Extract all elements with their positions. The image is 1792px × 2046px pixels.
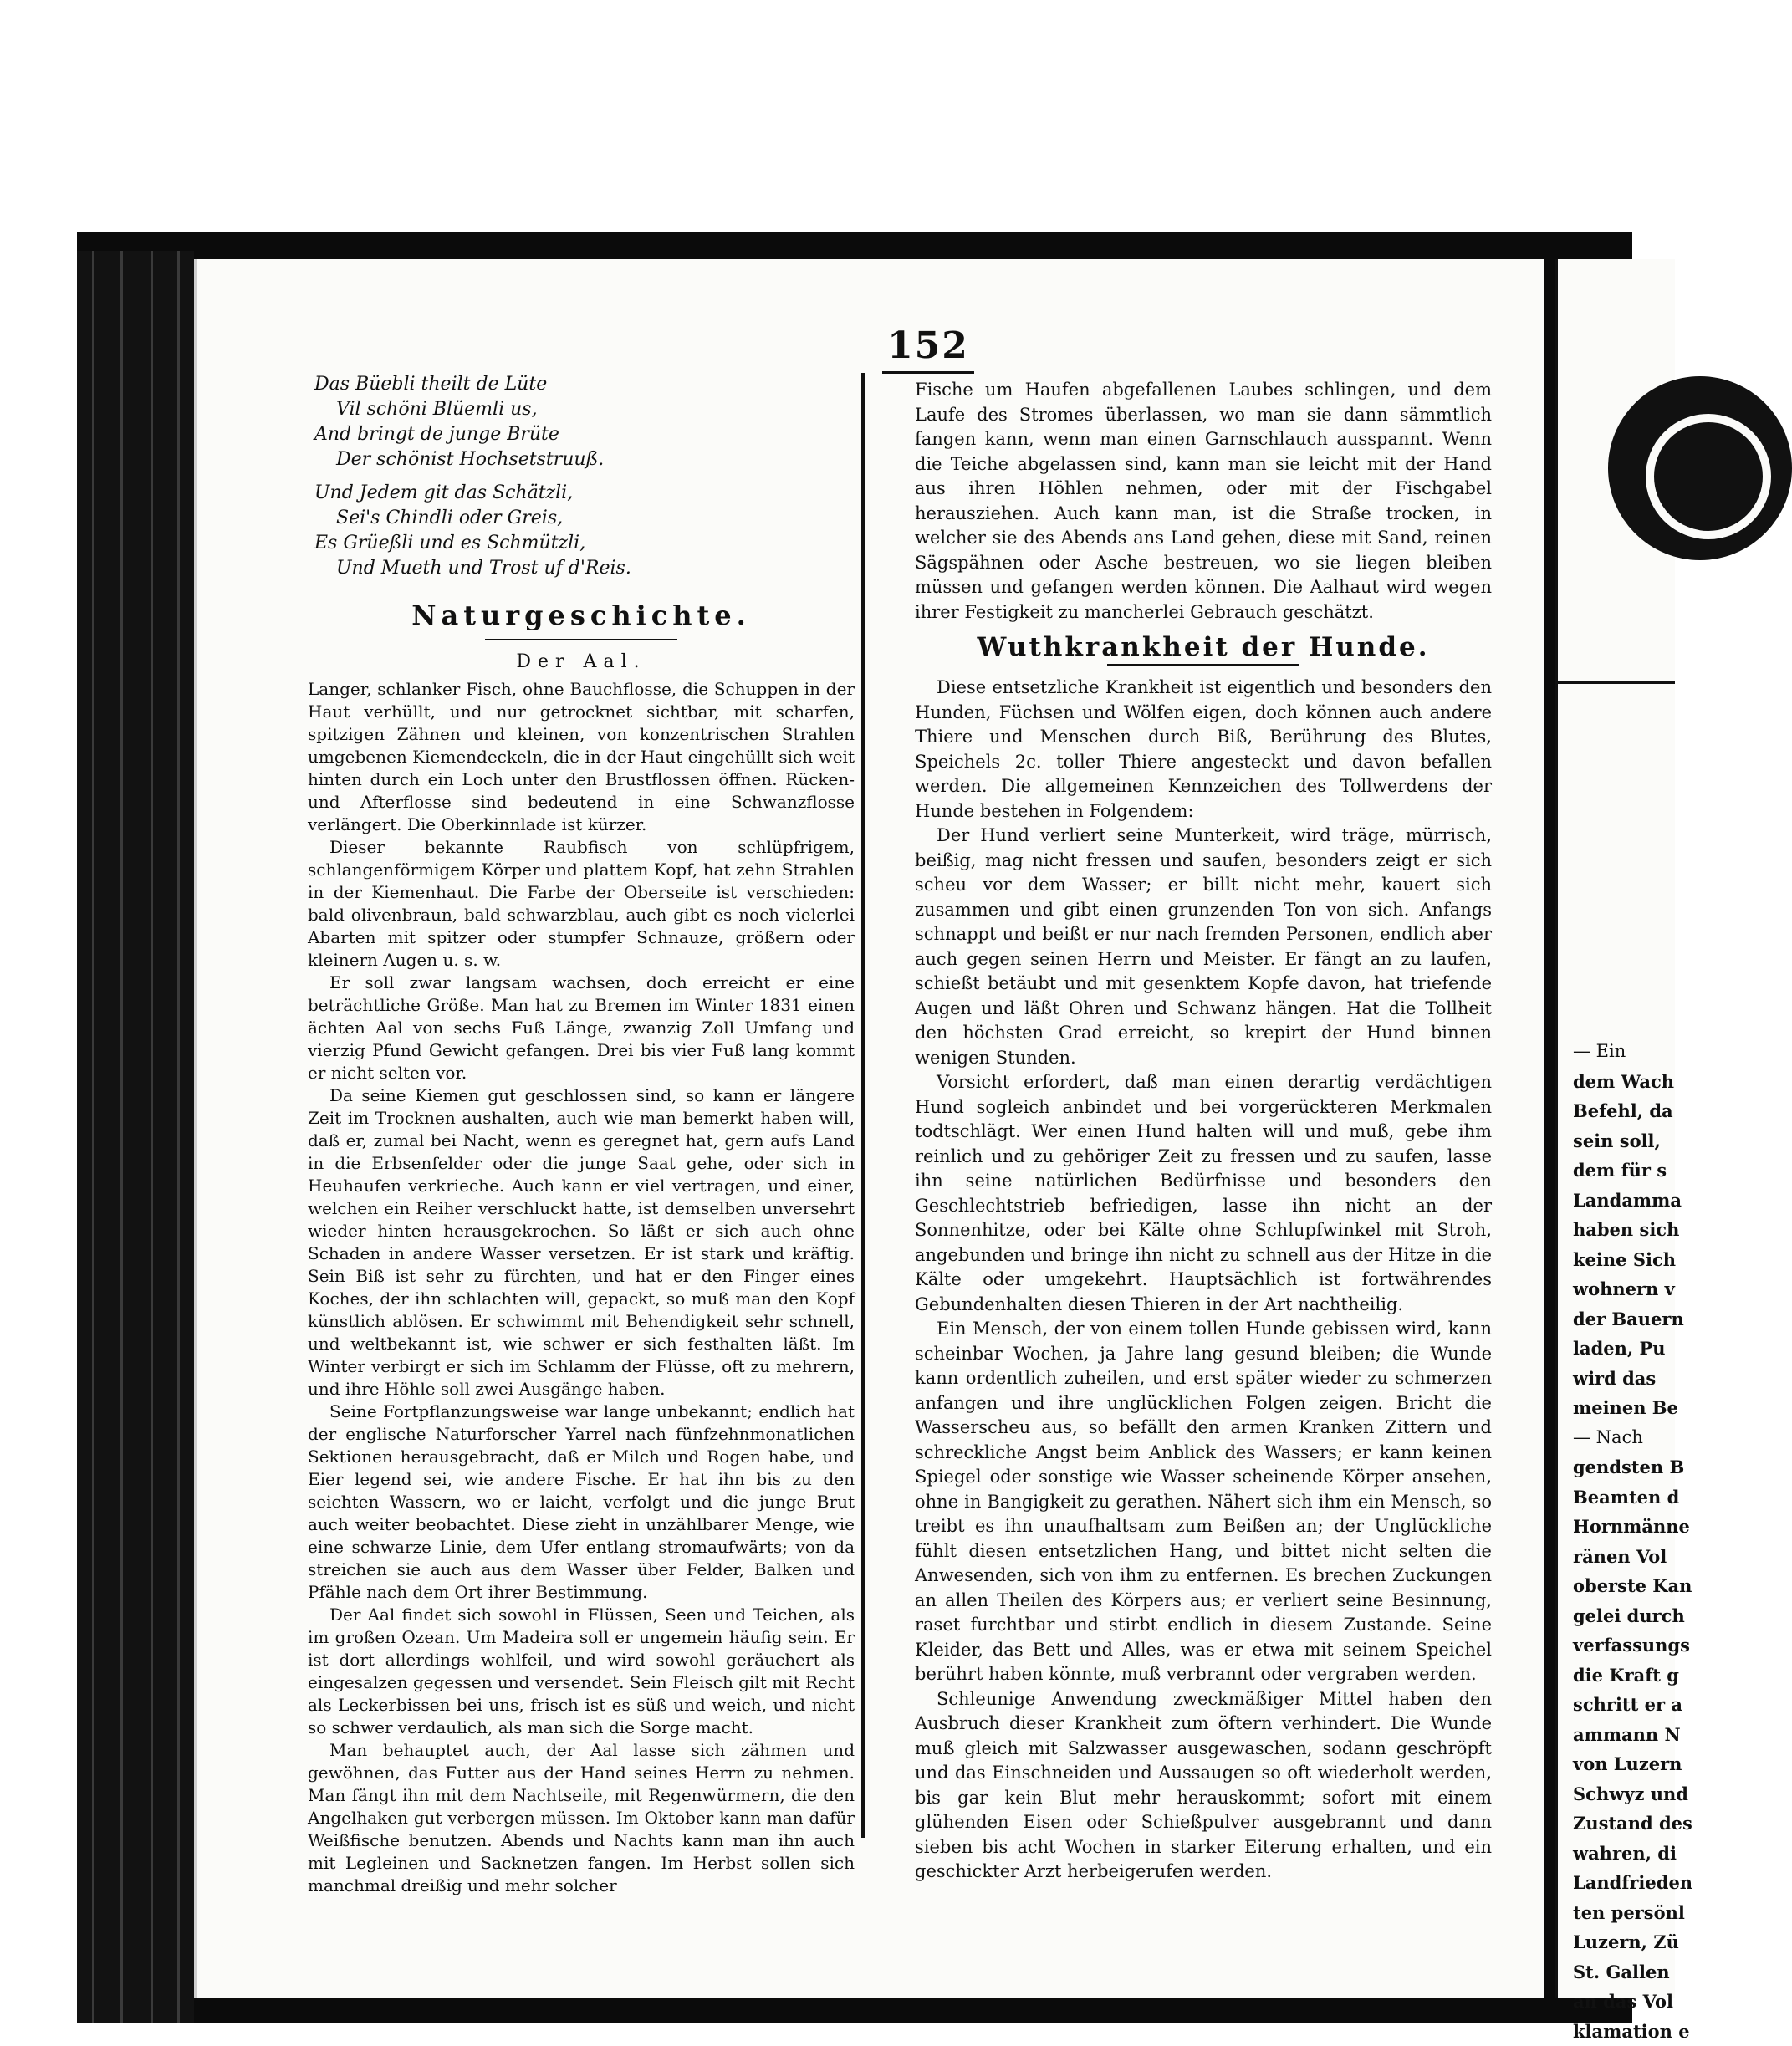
left-column: [308, 372, 855, 1897]
paragraph: Seine Fortpflanzungsweise war lange unbekannt; endlich hat der englische Naturforscher Yarrel nach fünfzehnmonatlichen Sektionen herausgebracht, daß er Milch und Rogen habe, und Eier legend sei, wie andere Fische. Er hat ihn bis zu den seichten Wassern, wo er laicht, verfolgt und die junge Brut auch weiter beobachtet. Diese zieht in unzählbarer Menge, wie eine schwarze Linie, dem Ufer entlang stromaufwärts; von da streichen sie auch aus dem Wasser über Felder, Balken und Pfähle nach dem Ort ihrer Bestimmung.: [308, 1401, 855, 1604]
paragraph: Schleunige Anwendung zweckmäßiger Mittel haben den Ausbruch dieser Krankheit zum öftern verhindert. Die Wunde muß gleich mit Salzwasser ausgewaschen, sodann geschröpft und das Einschneiden und Aussaugen so oft wiederholt werden, bis gar kein Blut mehr herauskommt; sofort mit einem glühenden Eisen oder Schießpulver ausgebrannt und dann sieben bis acht Wochen in starker Eiterung erhalten, und ein geschickter Arzt herbeigerufen werden.: [915, 1687, 1492, 1885]
next-page-line: haben sich: [1573, 1215, 1682, 1245]
next-page-lines: [1573, 1037, 1682, 2046]
paragraph-continuation: Fische um Haufen abgefallenen Laubes schlingen, und dem Laufe des Stromes überlassen, wo man sie dann sämmtlich fangen kann, wenn man einen Garnschlauch ausspannt. Wenn die Teiche abgelassen sind, kann man sie leicht mit der Hand aus ihren Höhlen nehmen, oder mit der Fischgabel herausziehen. Auch kann man, ist die Straße trocken, in welcher sie des Abends ans Land gehen, diese mit Sand, reinen Sägspähnen oder Asche bestreuen, wo sie liegen bleiben müssen und gefangen werden können. Die Aalhaut wird wegen ihrer Festigkeit zu mancherlei Gebrauch geschätzt.: [915, 378, 1492, 625]
next-page-line: — Nach: [1573, 1423, 1682, 1453]
next-page-line: oberste Kan: [1573, 1571, 1682, 1601]
next-page-fragment: [1555, 259, 1675, 1998]
section-rule: [485, 639, 677, 640]
paragraph: Dieser bekannte Raubfisch von schlüpfrigem, schlangenförmigem Körper und plattem Kopf, hat zehn Strahlen in der Kiemenhaut. Die Farbe der Oberseite ist verschieden: bald olivenbraun, bald schwarzblau, auch gibt es noch vielerlei Abarten mit spitzer oder stumpfer Schnauze, größern oder kleinern Augen u. s. w.: [308, 836, 855, 972]
next-page-line: Schwyz und: [1573, 1779, 1682, 1809]
next-page-line: Luzern, Zü: [1573, 1927, 1682, 1957]
poem-line: Der schönist Hochsetstruuß.: [314, 447, 855, 472]
next-page-line: dem für s: [1573, 1156, 1682, 1186]
page-number-rule: [882, 371, 974, 374]
poem-line: Und Jedem git das Schätzli,: [314, 481, 855, 506]
next-page-line: schritt er a: [1573, 1690, 1682, 1720]
article-title-aal: Der Aal.: [308, 651, 855, 673]
paragraph: Er soll zwar langsam wachsen, doch erreicht er eine beträchtliche Größe. Man hat zu Bremen im Winter 1831 einen ächten Aal von sechs Fuß Länge, zwanzig Zoll Umfang und vierzig Pfund Gewicht gefangen. Drei bis vier Fuß lang kommt er nicht selten vor.: [308, 972, 855, 1084]
paragraph: Ein Mensch, der von einem tollen Hunde gebissen wird, kann scheinbar Wochen, ja Jahre lang gesund bleiben; die Wunde kann ordentlich zuheilen, und erst später wieder zu schmerzen anfangen und ihre unglücklichen Folgen zeigen. Bricht die Wasserscheu aus, so befällt den armen Kranken Zittern und schreckliche Angst beim Anblick des Wassers; er kann keinen Spiegel oder sonstige wie Wasser scheinende Körper ansehen, ohne in Bangigkeit zu gerathen. Nähert sich ihm ein Mensch, so treibt es ihn unaufhaltsam zum Beißen an; der Unglückliche fühlt diesen entsetzlichen Hang, und bittet nicht selten die Anwesenden, sich von ihm zu entfernen. Es brechen Zuckungen an allen Theilen des Körpers aus; er verliert seine Besinnung, raset furchtbar und stirbt endlich in diesem Zustande. Seine Kleider, das Bett und Alles, was er etwa mit seinem Speichel berührt haben könnte, muß verbrannt oder vergraben werden.: [915, 1317, 1492, 1687]
column-divider: [861, 373, 865, 1838]
next-page-line: gendsten B: [1573, 1452, 1682, 1482]
next-page-line: der Bauern: [1573, 1304, 1682, 1334]
poem-line: Und Mueth und Trost uf d'Reis.: [314, 556, 855, 581]
paragraph: Man behauptet auch, der Aal lasse sich zähmen und gewöhnen, das Futter aus der Hand seines Herrn zu nehmen. Man fängt ihn mit dem Nachtseile, mit Regenwürmern, die den Angelhaken gut verbergen müssen. Im Oktober kann man dafür Weißfische benutzen. Abends und Nachts kann man ihn auch mit Legleinen und Sacknetzen fangen. Im Herbst sollen sich manchmal dreißig und mehr solcher: [308, 1739, 855, 1897]
right-column: [915, 378, 1492, 1885]
paragraph: Diese entsetzliche Krankheit ist eigentlich und besonders den Hunden, Füchsen und Wölfen eigen, doch können auch andere Thiere und Menschen durch Biß, Berührung des Blutes, Speichels 2c. toller Thiere angesteckt und davon befallen werden. Die allgemeinen Kennzeichen des Tollwerdens der Hunde bestehen in Folgendem:: [915, 676, 1492, 824]
next-page-line: gelei durch: [1573, 1601, 1682, 1631]
next-page-line: dem Wach: [1573, 1067, 1682, 1097]
next-page-line: — Ein: [1573, 1037, 1682, 1067]
poem-line: Sei's Chindli oder Greis,: [314, 506, 855, 531]
next-page-line: Hornmänne: [1573, 1512, 1682, 1542]
next-page-line: keine Sich: [1573, 1245, 1682, 1275]
section-title-naturgeschichte: Naturgeschichte.: [308, 605, 855, 627]
next-page-line: sein soll,: [1573, 1126, 1682, 1156]
next-page-line: St. Gallen: [1573, 1957, 1682, 1987]
next-page-line: klamation e: [1573, 2017, 1682, 2046]
paragraph: Da seine Kiemen gut geschlossen sind, so kann er längere Zeit im Trocknen aushalten, auch wie man bemerkt haben will, daß er, zumal bei Nacht, wenn es geregnet hat, gern aufs Land in die Erbsenfelder oder die junge Saat gehe, oder sich in Heuhaufen verkrieche. Auch kann er viel vertragen, und einer, welchen ein Reiher verschluckt hatte, ist demselben unversehrt wieder hinten herausgekrochen. So läßt er sich auch ohne Schaden in andere Wasser versetzen. Er ist stark und kräftig. Sein Biß ist sehr zu fürchten, und hat er den Finger eines Koches, der ihn schlachten will, gepackt, so muß man den Kopf künstlich ablösen. Er schwimmt mit Behendigkeit sehr schnell, und weltbekannt ist, wie schwer er sich festhalten läßt. Im Winter verbirgt er sich im Schlamm der Flüsse, oft zu mehrern, und ihre Höhle soll zwei Ausgänge haben.: [308, 1084, 855, 1401]
page-number: 152: [882, 324, 974, 367]
next-page-line: Zustand des: [1573, 1809, 1682, 1839]
next-page-line: wohnern v: [1573, 1274, 1682, 1304]
next-page-line: ten persönl: [1573, 1898, 1682, 1928]
next-page-line: wahren, di: [1573, 1839, 1682, 1869]
next-page-line: die Kraft g: [1573, 1661, 1682, 1691]
next-page-line: laden, Pu: [1573, 1334, 1682, 1364]
next-page-line: ammann N: [1573, 1720, 1682, 1750]
paragraph: Der Hund verliert seine Munterkeit, wird träge, mürrisch, beißig, mag nicht fressen und saufen, besonders zeigt er sich scheu vor dem Wasser; er billt nicht mehr, kauert sich zusammen und gibt einen grunzenden Ton von sich. Anfangs schnappt und beißt er nur nach fremden Personen, endlich aber auch gegen seinen Herrn und Meister. Er fängt an zu laufen, schießt betäubt und mit gesenktem Kopfe davon, hat triefende Augen und läßt Ohren und Schwanz hängen. Hat die Tollheit den höchsten Grad erreicht, so krepirt der Hund binnen wenigen Stunden.: [915, 824, 1492, 1070]
next-page-line: von Luzern: [1573, 1749, 1682, 1779]
next-page-line: Befehl, da: [1573, 1096, 1682, 1126]
next-page-line: verfassungs: [1573, 1630, 1682, 1661]
next-page-line: Landfrieden: [1573, 1868, 1682, 1898]
poem: [314, 372, 855, 581]
next-page-rule: [1558, 681, 1675, 684]
emblem-ring-icon: [1646, 414, 1771, 539]
poem-line: Das Büebli theilt de Lüte: [314, 372, 855, 397]
next-page-line: ränen Vol: [1573, 1542, 1682, 1572]
next-page-line: meinen Be: [1573, 1393, 1682, 1423]
next-page-line: wird das: [1573, 1364, 1682, 1394]
poem-line: Vil schöni Blüemli us,: [314, 397, 855, 422]
next-page-line: Landamma: [1573, 1186, 1682, 1216]
next-page-line: an das Vol: [1573, 1987, 1682, 2017]
book-spine-edge: [77, 251, 194, 2023]
paragraph: Vorsicht erfordert, daß man einen derartig verdächtigen Hund sogleich anbindet und bei vorgerückteren Merkmalen todtschlägt. Wer einen Hund halten will und muß, gebe ihm reinlich und zu gehöriger Zeit zu fressen und zu saufen, lasse ihn seine natürlichen Bedürfnisse und besonders den Geschlechtstrieb befriedigen, lasse ihn nicht an der Sonnenhitze, oder bei Kälte ohne Schlupfwinkel mit Stroh, angebunden und bringe ihn nicht zu schnell aus der Hitze in die Kälte oder umgekehrt. Hauptsächlich ist fortwährendes Gebundenhalten diesen Thieren in der Art nachtheilig.: [915, 1070, 1492, 1317]
section-rule: [1107, 664, 1299, 666]
section-title-wuthkrankheit: Wuthkrankheit der Hunde.: [915, 636, 1492, 659]
poem-line: And bringt de junge Brüte: [314, 422, 855, 447]
next-page-line: Beamten d: [1573, 1482, 1682, 1513]
poem-line: Es Grüeßli und es Schmützli,: [314, 531, 855, 556]
paragraph: Langer, schlanker Fisch, ohne Bauchflosse, die Schuppen in der Haut verhüllt, und nur getrocknet sichtbar, mit scharfen, spitzigen Zähnen und kleinen, von konzentrischen Strahlen umgebenen Kiemendeckeln, die in der Haut eingehüllt sich weit hinten durch ein Loch unter den Brustflossen öffnen. Rücken- und Afterflosse sind bedeutend in eine Schwanzflosse verlängert. Die Oberkinnlade ist kürzer.: [308, 678, 855, 836]
paragraph: Der Aal findet sich sowohl in Flüssen, Seen und Teichen, als im großen Ozean. Um Madeira soll er ungemein häufig sein. Er ist dort allerdings wohlfeil, und wird sowohl geräuchert als eingesalzen gegessen und versendet. Sein Fleisch gilt mit Recht als Leckerbissen bei uns, frisch ist es süß und weich, und nicht so schwer verdaulich, als man sich die Sorge macht.: [308, 1604, 855, 1739]
